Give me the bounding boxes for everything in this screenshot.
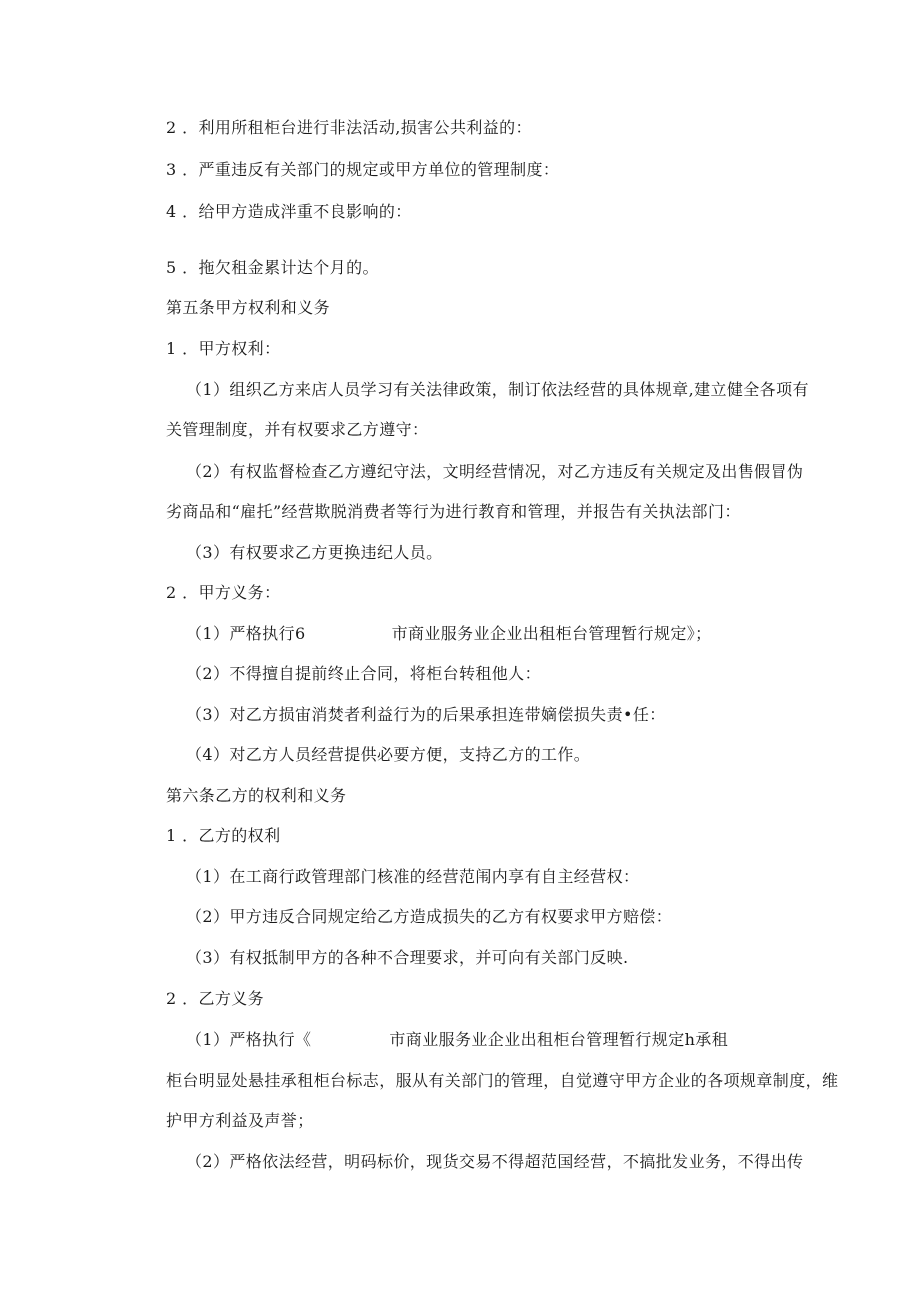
article-6-heading: 第六条乙方的权利和义务: [166, 786, 347, 805]
party-b-rights-heading: 1 ．乙方的权利: [166, 826, 281, 845]
party-b-right-1: （1）在工商行政管理部门核准的经营范闱内享有自主经营权：: [186, 867, 640, 886]
clause-3-violation: 3 ．严重违反有关部门的规定或甲方单位的管理制度：: [166, 160, 560, 179]
clause-2-illegal-activity: 2 ．利用所租柜台进行非法活动,损害公共利益的：: [166, 118, 532, 137]
party-b-right-3: （3）有权抵制甲方的各种不合理要求，并可向有关部门反映.: [186, 948, 629, 967]
party-b-duties-heading: 2 ．乙方义务: [166, 989, 265, 1008]
clause-5-rent-arrears: 5 ．拖欠租金累计达个月的。: [166, 258, 379, 277]
party-b-duty-2: （2）严格依法经营，明码标价，现货交易不得超范国经营，不搞批发业务，不得出传: [186, 1152, 804, 1171]
party-b-duty-1-part-b: 市商业服务业企业出租柜台管理暂行规定h承租: [389, 1030, 729, 1049]
party-a-rights-heading: 1 ．甲方权利：: [166, 339, 281, 358]
party-a-duty-4: （4）对乙方人员经营提供必要方便，支持乙方的工作。: [186, 745, 591, 764]
party-b-duty-1-cont: 柜台明显处悬挂承租柜台标志，服从有关部门的管理，自觉遵守甲方企业的各项规章制度，维: [166, 1071, 839, 1090]
party-a-right-2-cont: 劣商品和“雇托”经营欺脱消费者等行为进行教育和管理，并报告有关执法部门：: [166, 502, 741, 521]
party-a-duties-heading: 2 ．甲方义务：: [166, 583, 281, 602]
party-a-duty-3: （3）对乙方损宙消焚者利益行为的后果承担连带嫡偿损失责•任：: [186, 705, 666, 724]
party-a-right-1: （1）组织乙方来店人员学习有关法律政策，制订依法经营的具体规章,建立健全各项有: [186, 380, 809, 399]
party-a-duty-1: [186, 624, 712, 644]
party-b-duty-1: [186, 1030, 728, 1050]
article-5-heading: 第五条甲方权利和义务: [166, 298, 331, 317]
party-a-right-1-cont: 关管理制度，并有权要求乙方遵守：: [166, 420, 429, 439]
party-a-duty-1-part-b: 市商业服务业企业出租柜台管理暂行规定》；: [391, 624, 712, 643]
party-b-duty-1-cont-2: 护甲方利益及声誉；: [166, 1111, 314, 1130]
party-b-duty-1-part-a: （1）严格执行《: [186, 1030, 312, 1049]
party-a-right-3: （3）有权要求乙方更换违纪人员。: [186, 543, 443, 562]
clause-4-adverse-impact: 4 ．给甲方造成泮重不良影响的：: [166, 202, 412, 221]
party-b-right-2: （2）甲方违反合同规定给乙方造成损失的乙方有权要求甲方赔偿：: [186, 907, 673, 926]
party-a-duty-1-part-a: （1）严格执行6: [186, 624, 306, 643]
party-a-right-2: （2）有权监督检查乙方遵纪守法，文明经营情况，对乙方违反有关规定及出售假冒伪: [186, 462, 804, 481]
party-a-duty-2: （2）不得擅自提前终止合同，将柜台转租他人：: [186, 664, 541, 683]
